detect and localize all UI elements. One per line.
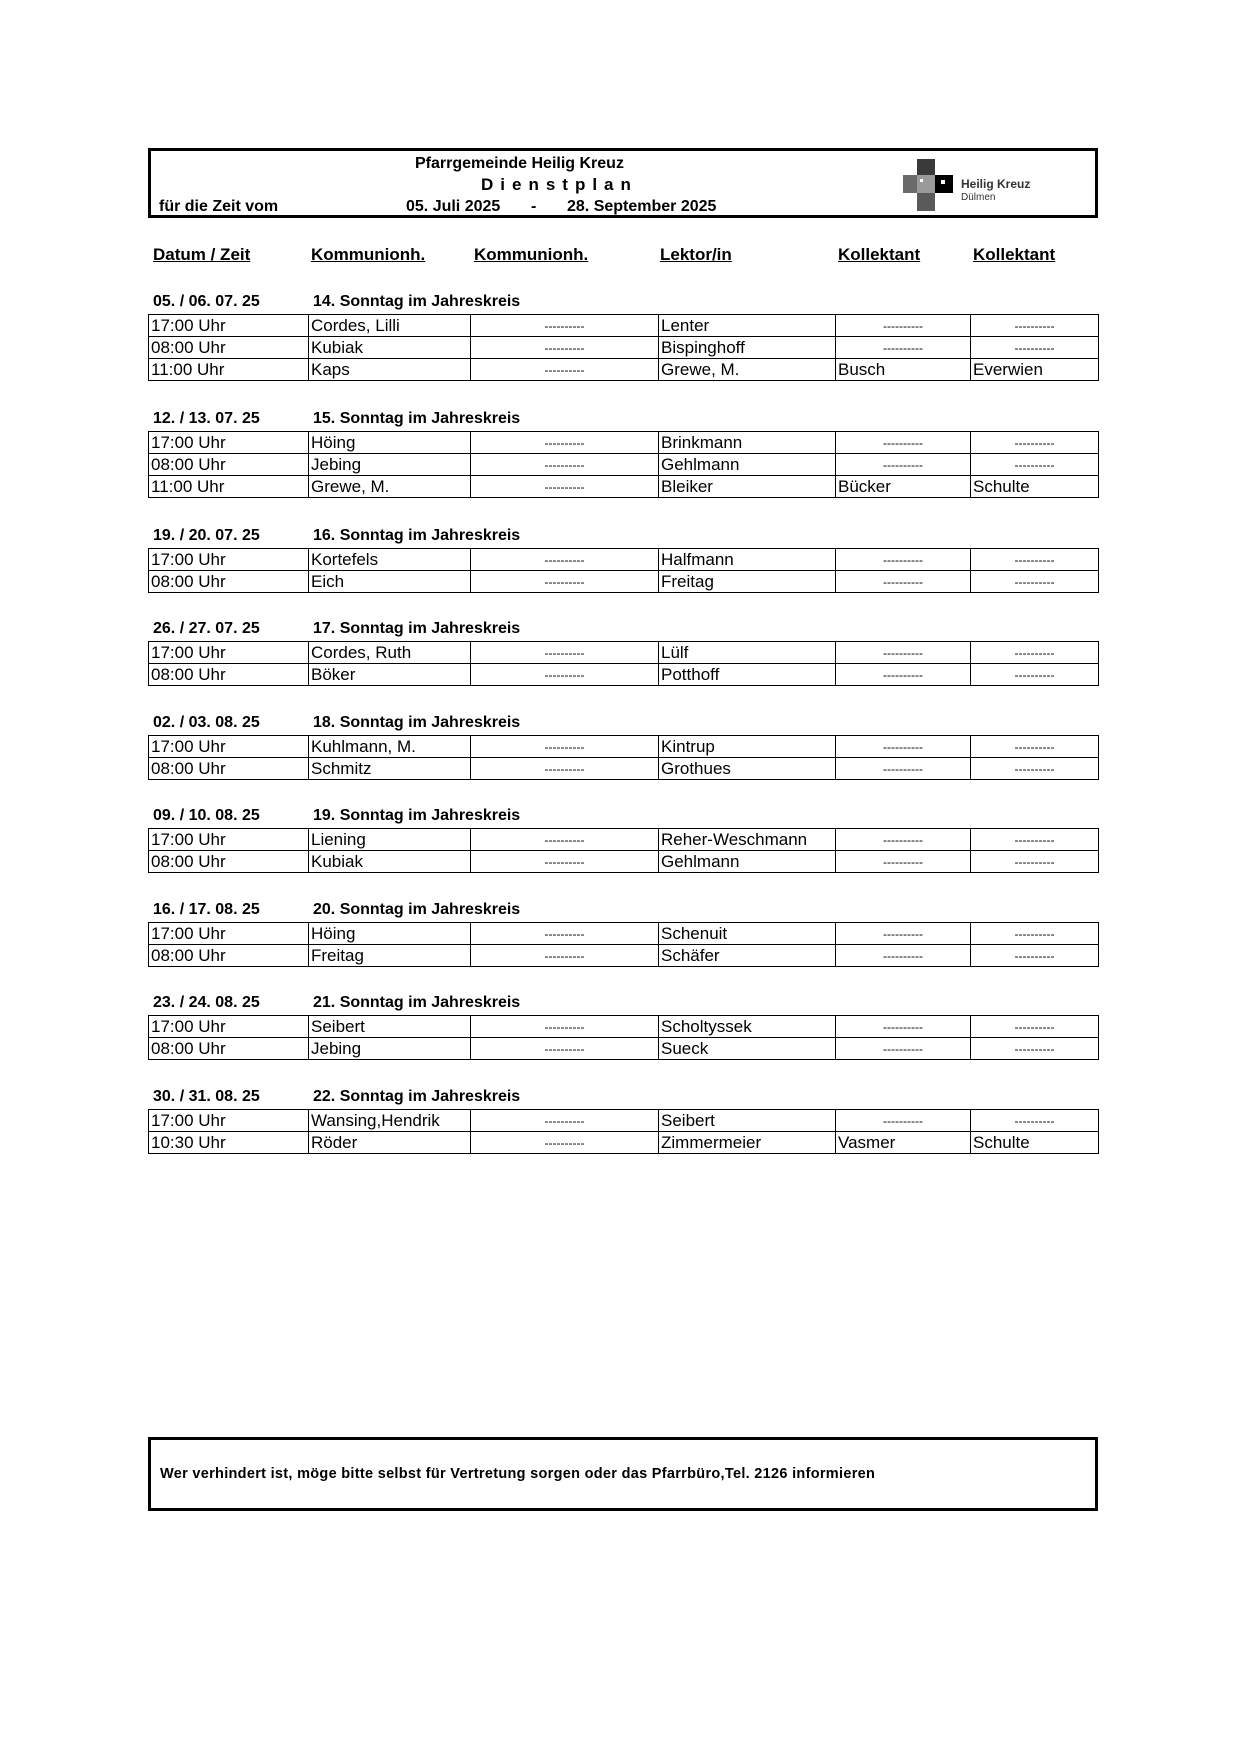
table-cell: ---------- [971,1038,1099,1060]
table-cell: ---------- [471,829,659,851]
table-cell: ---------- [971,945,1099,967]
table-cell: ---------- [836,549,971,571]
table-cell: 08:00 Uhr [149,337,309,359]
table-cell: Schulte [971,1132,1099,1154]
table-cell: Bücker [836,476,971,498]
period-label: für die Zeit vom [159,198,279,215]
table-cell: Potthoff [659,664,836,686]
block-date: 26. / 27. 07. 25 [153,620,260,637]
table-cell: 17:00 Uhr [149,1110,309,1132]
table-cell: Freitag [309,945,471,967]
block-date: 19. / 20. 07. 25 [153,527,260,544]
footer-note: Wer verhindert ist, möge bitte selbst für Vertretung sorgen oder das Pfarrbüro,Tel. 2126 informieren [160,1466,876,1482]
table-cell: ---------- [836,642,971,664]
table-cell: Kubiak [309,337,471,359]
table-row [149,642,1099,664]
block-date: 16. / 17. 08. 25 [153,901,260,918]
table-row [149,923,1099,945]
table-cell: Kortefels [309,549,471,571]
table-row [149,315,1099,337]
table-cell: ---------- [471,1038,659,1060]
table-cell: 17:00 Uhr [149,829,309,851]
table-row [149,945,1099,967]
table-cell: Sueck [659,1038,836,1060]
table-cell: Eich [309,571,471,593]
table-cell: ---------- [471,736,659,758]
block-title: 22. Sonntag im Jahreskreis [313,1088,521,1105]
table-cell: Gehlmann [659,454,836,476]
table-cell: ---------- [836,1110,971,1132]
table-row [149,829,1099,851]
table-row [149,1016,1099,1038]
table-cell: Cordes, Ruth [309,642,471,664]
block-date: 12. / 13. 07. 25 [153,410,260,427]
table-row [149,476,1099,498]
table-cell: Bleiker [659,476,836,498]
table-cell: ---------- [971,923,1099,945]
table-cell: ---------- [471,454,659,476]
column-header: Kollektant [838,245,921,264]
table-cell: ---------- [836,829,971,851]
table-cell: ---------- [836,571,971,593]
table-cell: Kaps [309,359,471,381]
table-cell: Schäfer [659,945,836,967]
table-cell: ---------- [971,432,1099,454]
table-cell: Wansing,Hendrik [309,1110,471,1132]
table-cell: Seibert [659,1110,836,1132]
table-cell: 08:00 Uhr [149,454,309,476]
table-row [149,1132,1099,1154]
column-header: Kommunionh. [474,245,589,264]
block-date: 05. / 06. 07. 25 [153,293,260,310]
table-row [149,851,1099,873]
logo-city: Dülmen [961,192,996,203]
table-cell: Cordes, Lilli [309,315,471,337]
table-cell: 17:00 Uhr [149,642,309,664]
table-cell: ---------- [471,758,659,780]
table-cell: ---------- [836,1016,971,1038]
table-cell: 17:00 Uhr [149,549,309,571]
table-cell: Schmitz [309,758,471,780]
table-cell: Zimmermeier [659,1132,836,1154]
block-title: 14. Sonntag im Jahreskreis [313,293,521,310]
table-row [149,571,1099,593]
table-cell: ---------- [971,736,1099,758]
table-cell: ---------- [836,664,971,686]
table-cell: Röder [309,1132,471,1154]
table-cell: ---------- [471,945,659,967]
table-row [149,736,1099,758]
table-cell: ---------- [971,851,1099,873]
document-title: Dienstplan [481,175,638,194]
block-title: 19. Sonntag im Jahreskreis [313,807,521,824]
service-table [148,828,1099,873]
table-cell: Jebing [309,1038,471,1060]
table-cell: 08:00 Uhr [149,851,309,873]
table-cell: Brinkmann [659,432,836,454]
table-cell: Schenuit [659,923,836,945]
date-from: 05. Juli 2025 [406,198,501,215]
table-cell: Lenter [659,315,836,337]
date-separator: - [531,198,537,215]
document-header [148,148,1098,218]
column-header: Lektor/in [660,245,732,264]
table-cell: ---------- [471,851,659,873]
table-cell: ---------- [471,337,659,359]
table-cell: Höing [309,923,471,945]
table-cell: ---------- [836,758,971,780]
table-cell: Grewe, M. [659,359,836,381]
table-cell: ---------- [971,549,1099,571]
table-cell: 17:00 Uhr [149,432,309,454]
table-cell: Kuhlmann, M. [309,736,471,758]
table-cell: Busch [836,359,971,381]
table-cell: 10:30 Uhr [149,1132,309,1154]
table-cell: ---------- [471,549,659,571]
table-cell: Vasmer [836,1132,971,1154]
table-row [149,549,1099,571]
table-cell: ---------- [971,1110,1099,1132]
table-cell: 08:00 Uhr [149,945,309,967]
table-cell: 08:00 Uhr [149,758,309,780]
table-cell: ---------- [471,664,659,686]
date-to: 28. September 2025 [567,198,717,215]
table-cell: ---------- [471,359,659,381]
table-cell: ---------- [971,315,1099,337]
table-cell: ---------- [471,1132,659,1154]
table-cell: ---------- [471,432,659,454]
table-cell: ---------- [836,432,971,454]
table-cell: Schulte [971,476,1099,498]
table-row [149,432,1099,454]
table-cell: Bispinghoff [659,337,836,359]
column-header: Datum / Zeit [153,245,251,264]
table-cell: ---------- [971,829,1099,851]
table-cell: ---------- [971,454,1099,476]
table-cell: ---------- [471,571,659,593]
parish-name: Pfarrgemeinde Heilig Kreuz [415,155,624,172]
table-cell: ---------- [471,315,659,337]
table-row [149,337,1099,359]
table-cell: ---------- [971,664,1099,686]
block-date: 30. / 31. 08. 25 [153,1088,260,1105]
block-date: 23. / 24. 08. 25 [153,994,260,1011]
table-cell: 17:00 Uhr [149,1016,309,1038]
block-title: 21. Sonntag im Jahreskreis [313,994,521,1011]
service-table [148,1109,1099,1154]
footer-note-box [148,1437,1098,1511]
table-cell: ---------- [836,923,971,945]
table-cell: ---------- [971,1016,1099,1038]
table-cell: Reher-Weschmann [659,829,836,851]
table-cell: ---------- [971,337,1099,359]
table-cell: Höing [309,432,471,454]
table-cell: ---------- [836,945,971,967]
table-cell: Gehlmann [659,851,836,873]
table-cell: ---------- [971,642,1099,664]
table-cell: ---------- [836,851,971,873]
table-cell: Lülf [659,642,836,664]
table-cell: Kubiak [309,851,471,873]
table-cell: ---------- [471,923,659,945]
table-row [149,1038,1099,1060]
table-cell: Scholtyssek [659,1016,836,1038]
service-table [148,922,1099,967]
table-cell: 08:00 Uhr [149,571,309,593]
table-cell: ---------- [836,736,971,758]
column-header: Kollektant [973,245,1056,264]
column-header: Kommunionh. [311,245,426,264]
table-row [149,1110,1099,1132]
table-cell: ---------- [971,571,1099,593]
table-row [149,359,1099,381]
table-cell: ---------- [471,642,659,664]
block-date: 09. / 10. 08. 25 [153,807,260,824]
table-cell: ---------- [471,1110,659,1132]
table-cell: Grothues [659,758,836,780]
cross-icon [903,159,959,211]
table-cell: Jebing [309,454,471,476]
table-cell: ---------- [836,454,971,476]
table-cell: 17:00 Uhr [149,315,309,337]
block-title: 16. Sonntag im Jahreskreis [313,527,521,544]
table-row [149,758,1099,780]
table-cell: Böker [309,664,471,686]
table-cell: Grewe, M. [309,476,471,498]
table-cell: 17:00 Uhr [149,923,309,945]
service-table [148,641,1099,686]
table-cell: Liening [309,829,471,851]
table-cell: ---------- [471,1016,659,1038]
block-date: 02. / 03. 08. 25 [153,714,260,731]
table-cell: ---------- [836,337,971,359]
table-cell: Kintrup [659,736,836,758]
table-cell: Halfmann [659,549,836,571]
service-table [148,548,1099,593]
service-table [148,1015,1099,1060]
service-table [148,314,1099,381]
table-cell: ---------- [471,476,659,498]
table-cell: ---------- [836,1038,971,1060]
table-cell: Everwien [971,359,1099,381]
service-table [148,431,1099,498]
block-title: 20. Sonntag im Jahreskreis [313,901,521,918]
table-cell: 08:00 Uhr [149,664,309,686]
table-row [149,664,1099,686]
service-table [148,735,1099,780]
table-cell: 11:00 Uhr [149,359,309,381]
table-cell: Seibert [309,1016,471,1038]
table-cell: 08:00 Uhr [149,1038,309,1060]
block-title: 15. Sonntag im Jahreskreis [313,410,521,427]
table-cell: ---------- [971,758,1099,780]
block-title: 18. Sonntag im Jahreskreis [313,714,521,731]
table-cell: 17:00 Uhr [149,736,309,758]
block-title: 17. Sonntag im Jahreskreis [313,620,521,637]
table-row [149,454,1099,476]
table-cell: Freitag [659,571,836,593]
table-cell: 11:00 Uhr [149,476,309,498]
logo-name: Heilig Kreuz [961,177,1031,191]
table-cell: ---------- [836,315,971,337]
parish-logo [903,159,1043,211]
